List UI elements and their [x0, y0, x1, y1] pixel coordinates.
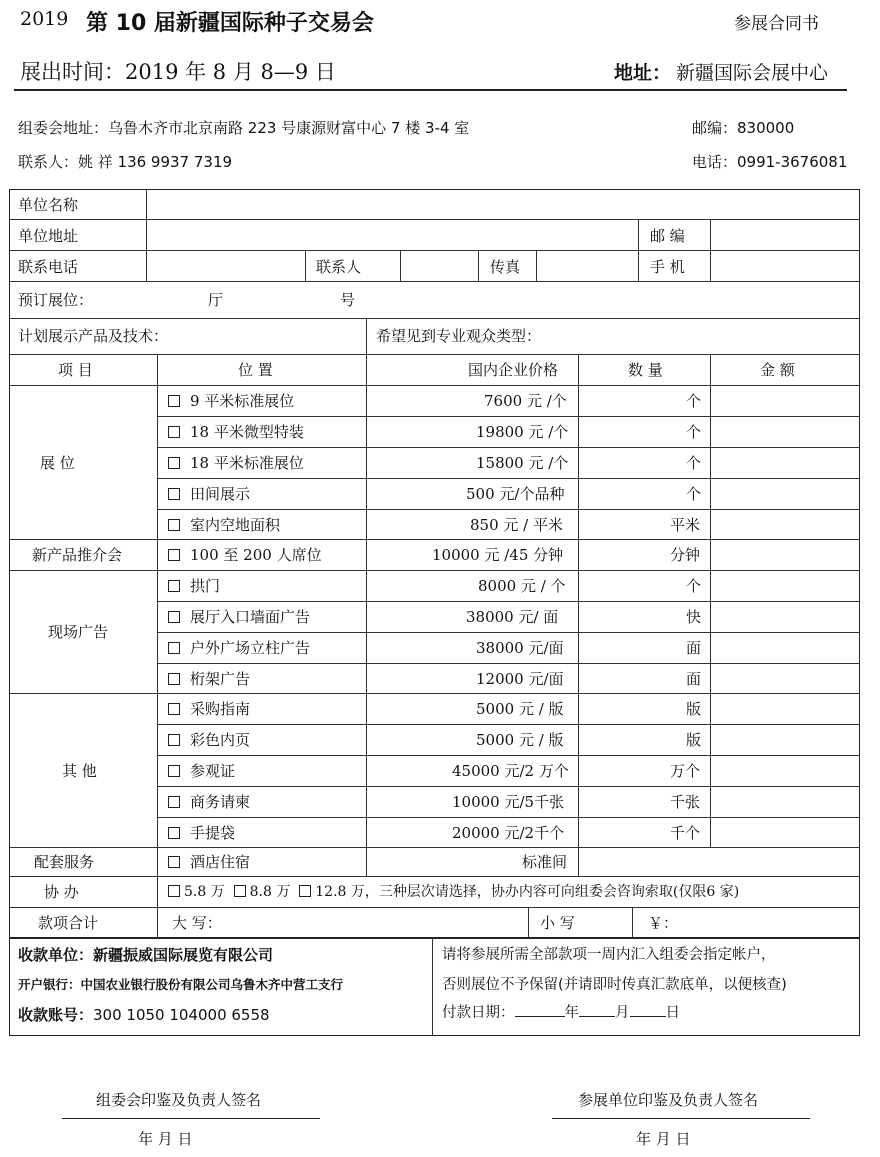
row-line [157, 478, 859, 479]
row-line [10, 250, 859, 251]
option-label: 田间展示 [190, 485, 251, 503]
checkbox[interactable] [168, 673, 180, 685]
organizer-address: 组委会地址：乌鲁木齐市北京南路 223 号康源财富中心 7 楼 3-4 室 [18, 119, 470, 137]
option-label: 酒店住宿 [190, 853, 251, 871]
hall-label: 厅 [208, 291, 224, 309]
sponsor-note: 三种层次请选择，协办内容可向组委会咨询索取(仅限6 家) [378, 884, 740, 900]
col-line [400, 250, 401, 281]
total-lower: 小 写 [540, 914, 575, 932]
account-row [18, 1006, 270, 1024]
unit: 版 [686, 700, 702, 718]
total-yen: ￥： [648, 914, 679, 932]
checkbox[interactable] [168, 827, 180, 839]
address-label: 地址： [614, 62, 672, 84]
option-label: 户外广场立柱广告 [190, 639, 311, 657]
option-label: 18 平米标准展位 [190, 454, 304, 472]
row-line [10, 318, 859, 319]
price: 10000 元 /45 分钟 [432, 546, 564, 564]
option-label: 18 平米微型特装 [190, 423, 304, 441]
price: 45000 元/2 万个 [452, 762, 569, 780]
price: 12000 元/面 [476, 670, 564, 688]
doc-type: 参展合同书 [734, 14, 819, 34]
option-row[interactable] [168, 853, 250, 871]
checkbox[interactable] [168, 856, 180, 868]
unit: 个 [686, 577, 702, 595]
right-signature-label: 参展单位印鉴及负责人签名 [578, 1091, 759, 1109]
option-row[interactable] [168, 700, 250, 718]
booking-label: 预订展位： [18, 291, 94, 309]
col-line [710, 219, 711, 281]
account-label: 收款账号： [18, 1006, 94, 1024]
account-number: 300 1050 104000 6558 [93, 1006, 270, 1024]
checkbox[interactable] [168, 796, 180, 808]
checkbox[interactable] [168, 457, 180, 469]
row-line [157, 663, 859, 664]
option-row[interactable] [168, 454, 304, 472]
option-label: 9 平米标准展位 [190, 392, 295, 410]
option-row[interactable] [168, 392, 294, 410]
option-label: 手提袋 [190, 824, 236, 842]
option-label: 参观证 [190, 762, 236, 780]
sponsor-option: 8.8 万 [249, 884, 291, 900]
unit: 个 [686, 392, 702, 410]
col-line [578, 354, 579, 876]
col-line [536, 250, 537, 281]
row-line [157, 601, 859, 602]
row-line [157, 817, 859, 818]
option-row[interactable] [168, 731, 250, 749]
left-signature-date: 年 月 日 [138, 1130, 193, 1148]
option-label: 展厅入口墙面广告 [190, 608, 311, 626]
unit: 面 [686, 639, 702, 657]
row-line [10, 907, 859, 908]
price: 5000 元 / 版 [476, 731, 564, 749]
row-line [10, 539, 859, 540]
option-label: 商务请柬 [190, 793, 251, 811]
col-line [478, 250, 479, 281]
col-line [528, 907, 529, 937]
option-row[interactable] [168, 423, 304, 441]
unit: 个 [686, 485, 702, 503]
page-title: 第 10 届新疆国际种子交易会 [86, 11, 374, 36]
organizer-postcode: 邮编：830000 [692, 119, 795, 137]
price: 7600 元 /个 [484, 392, 567, 410]
col-line [305, 250, 306, 281]
unit: 快 [686, 608, 702, 626]
row-line [157, 632, 859, 633]
checkbox[interactable] [234, 885, 246, 897]
col-line [146, 190, 147, 281]
left-signature-label: 组委会印鉴及负责人签名 [96, 1091, 262, 1109]
month-label: 月 [615, 1005, 630, 1021]
day-label: 日 [665, 1005, 680, 1021]
sponsor-row: 5.8 万 8.8 万 12.8 万，三种层次请选择，协办内容可向组委会咨询索取(仅限6 家) [168, 883, 739, 901]
row-line [10, 385, 859, 386]
unit: 平米 [670, 516, 701, 534]
unit: 千个 [670, 824, 701, 842]
row-line [157, 755, 859, 756]
option-label: 拱门 [190, 577, 221, 595]
payment-note-1: 请将参展所需全部款项一周内汇入组委会指定帐户， [442, 947, 776, 963]
checkbox[interactable] [168, 703, 180, 715]
year-blank[interactable] [515, 1016, 565, 1017]
organizer-phone: 电话：0991-3676081 [692, 153, 848, 171]
year-label: 2019 [20, 8, 69, 30]
payee: 收款单位：新疆振威国际展览有限公司 [18, 946, 274, 964]
option-row[interactable] [168, 793, 250, 811]
payment-date-label: 付款日期： [442, 1005, 515, 1021]
price: 20000 元/2千个 [452, 824, 565, 842]
price: 38000 元/ 面 [466, 608, 559, 626]
unit: 分钟 [670, 546, 701, 564]
unit: 万个 [670, 762, 701, 780]
fax-label: 传真 [490, 258, 521, 276]
checkbox[interactable] [299, 885, 311, 897]
checkbox[interactable] [168, 885, 180, 897]
option-label: 室内空地面积 [190, 516, 281, 534]
total-upper: 大 写： [172, 914, 222, 932]
price: 5000 元 / 版 [476, 700, 564, 718]
header-item: 项 目 [58, 361, 93, 379]
unit: 个 [686, 423, 702, 441]
group-ads: 现场广告 [48, 623, 109, 641]
company-name-label: 单位名称 [18, 196, 79, 214]
checkbox[interactable] [168, 765, 180, 777]
col-line [710, 354, 711, 847]
mobile-label: 手 机 [650, 258, 685, 276]
audience-label: 希望见到专业观众类型： [376, 327, 542, 345]
option-row[interactable] [168, 608, 310, 626]
row-line [10, 693, 859, 694]
company-address-label: 单位地址 [18, 227, 79, 245]
checkbox[interactable] [168, 519, 180, 531]
exhibit-address: 新疆国际会展中心 [676, 62, 829, 84]
option-label: 桁架广告 [190, 670, 251, 688]
right-signature-line[interactable] [552, 1118, 810, 1119]
postcode-label: 邮 编 [650, 227, 685, 245]
col-line [632, 907, 633, 937]
checkbox[interactable] [168, 549, 180, 561]
option-row[interactable] [168, 485, 250, 503]
option-label: 彩色内页 [190, 731, 251, 749]
price: 38000 元/面 [476, 639, 564, 657]
header-price: 国内企业价格 [468, 361, 559, 379]
exhibit-time: 展出时间：2019 年 8 月 8—9 日 [20, 60, 336, 84]
checkbox[interactable] [168, 395, 180, 407]
checkbox[interactable] [168, 426, 180, 438]
group-service: 配套服务 [34, 853, 95, 871]
option-row[interactable] [168, 516, 280, 534]
row-line [10, 570, 859, 571]
unit: 千张 [670, 793, 701, 811]
header-rule [14, 89, 847, 91]
group-launch: 新产品推介会 [32, 546, 123, 564]
option-row[interactable] [168, 762, 235, 780]
row-line [157, 724, 859, 725]
price: 19800 元 /个 [476, 423, 569, 441]
group-booth: 展 位 [40, 454, 75, 472]
checkbox[interactable] [168, 580, 180, 592]
service-unit: 标准间 [522, 853, 568, 871]
phone-label: 联系电话 [18, 258, 79, 276]
option-row[interactable] [168, 546, 322, 564]
col-line [432, 937, 433, 1036]
checkbox[interactable] [168, 611, 180, 623]
col-line [366, 318, 367, 354]
day-blank[interactable] [630, 1016, 666, 1017]
option-row[interactable] [168, 670, 250, 688]
organizer-contact: 联系人：姚 祥 136 9937 7319 [18, 153, 233, 171]
payment-date [442, 1004, 680, 1022]
header-qty: 数 量 [628, 361, 663, 379]
contract-form [9, 189, 860, 1036]
plan-label: 计划展示产品及技术： [18, 327, 169, 345]
unit: 个 [686, 454, 702, 472]
year-label: 年 [564, 1005, 579, 1021]
row-line [157, 416, 859, 417]
price: 850 元 / 平米 [470, 516, 563, 534]
option-label: 采购指南 [190, 700, 251, 718]
left-signature-line[interactable] [62, 1118, 320, 1119]
row-line [157, 786, 859, 787]
sponsor-option: 5.8 万 [184, 884, 225, 900]
price: 10000 元/5千张 [452, 793, 565, 811]
price: 500 元/个品种 [466, 485, 565, 503]
group-sponsor: 协 办 [44, 883, 79, 901]
unit: 面 [686, 670, 702, 688]
option-row[interactable] [168, 639, 310, 657]
price: 15800 元 /个 [476, 454, 569, 472]
row-line [157, 447, 859, 448]
option-label: 100 至 200 人席位 [190, 546, 322, 564]
row-line [10, 219, 859, 220]
checkbox[interactable] [168, 734, 180, 746]
right-signature-date: 年 月 日 [636, 1130, 691, 1148]
col-line [157, 354, 158, 937]
number-label: 号 [340, 291, 356, 309]
option-row[interactable] [168, 824, 235, 842]
bank: 开户银行：中国农业银行股份有限公司乌鲁木齐中营工支行 [18, 977, 344, 992]
group-other: 其 他 [62, 762, 97, 780]
option-row[interactable] [168, 577, 220, 595]
contact-label: 联系人 [316, 258, 362, 276]
sponsor-option: 12.8 万 [315, 884, 365, 900]
row-line [10, 876, 859, 877]
group-total: 款项合计 [38, 914, 99, 932]
header-amount: 金 额 [760, 361, 795, 379]
row-line [10, 354, 859, 355]
price: 8000 元 / 个 [478, 577, 566, 595]
row-line [10, 847, 859, 848]
row-line [10, 937, 859, 939]
row-line [10, 281, 859, 282]
col-line [638, 219, 639, 281]
payment-note-2: 否则展位不予保留(并请即时传真汇款底单，以便核查) [442, 977, 787, 993]
row-line [157, 509, 859, 510]
checkbox[interactable] [168, 642, 180, 654]
month-blank[interactable] [579, 1016, 615, 1017]
header-position: 位 置 [238, 361, 273, 379]
unit: 版 [686, 731, 702, 749]
col-line [366, 354, 367, 876]
checkbox[interactable] [168, 488, 180, 500]
